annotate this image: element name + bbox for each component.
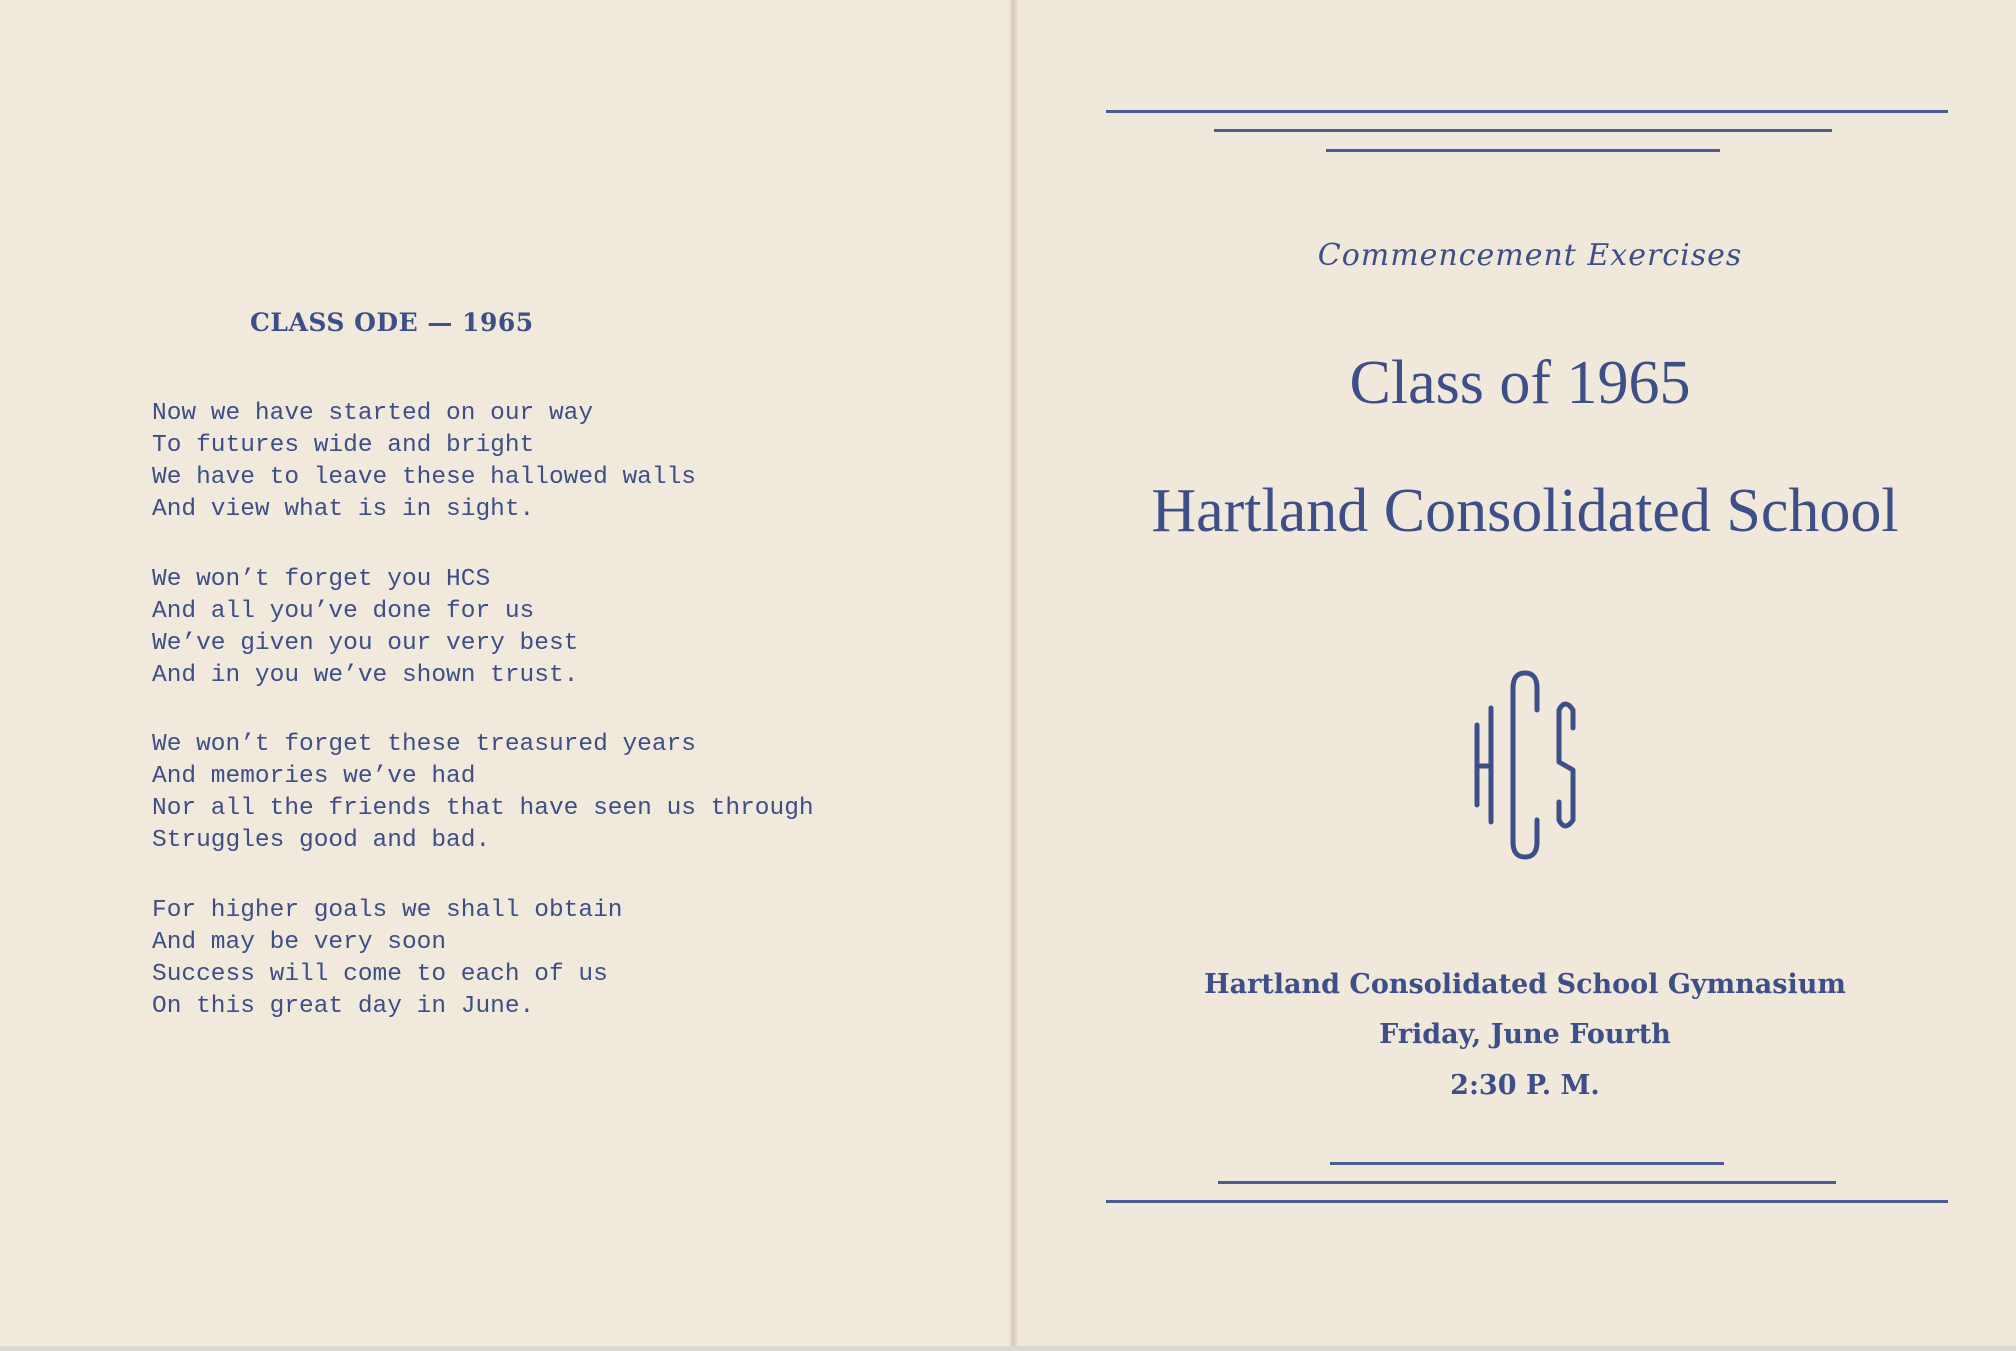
top-rule-short — [1326, 149, 1720, 152]
ode-line: And memories we’ve had — [152, 763, 476, 790]
ode-stanza-3 — [152, 729, 912, 857]
ode-line: On this great day in June. — [152, 993, 535, 1020]
class-of-title: Class of 1965 — [1349, 349, 1691, 417]
bottom-rule-medium — [1218, 1181, 1836, 1184]
event-time: 2:30 P. M. — [1450, 1070, 1600, 1101]
ode-line: Now we have started on our way — [152, 400, 594, 427]
ode-line: Nor all the friends that have seen us through — [152, 795, 814, 822]
ode-stanza-1 — [152, 398, 912, 526]
page-fold — [1010, 0, 1018, 1346]
ode-line: Success will come to each of us — [152, 961, 608, 988]
bottom-rule-short — [1330, 1162, 1724, 1165]
ode-stanza-4 — [152, 895, 912, 1023]
ode-line: We’ve given you our very best — [152, 630, 579, 657]
ode-line: For higher goals we shall obtain — [152, 897, 623, 924]
class-ode-title: CLASS ODE — 1965 — [250, 308, 534, 337]
ode-line: And view what is in sight. — [152, 496, 535, 523]
ode-line: To futures wide and bright — [152, 432, 535, 459]
ode-line: Struggles good and bad. — [152, 827, 491, 854]
event-location: Hartland Consolidated School Gymnasium — [1204, 969, 1846, 1000]
top-rule-medium — [1214, 129, 1832, 132]
scan-edge — [0, 1346, 2016, 1351]
hcs-monogram-logo — [1465, 670, 1585, 860]
school-name: Hartland Consolidated School — [1151, 477, 1899, 545]
bottom-rule-long — [1106, 1200, 1948, 1203]
commencement-heading: Commencement Exercises — [1317, 238, 1743, 273]
ode-line: We won’t forget these treasured years — [152, 731, 696, 758]
ode-line: We have to leave these hallowed walls — [152, 464, 696, 491]
ode-line: And all you’ve done for us — [152, 598, 535, 625]
ode-line: We won’t forget you HCS — [152, 566, 491, 593]
top-rule-long — [1106, 110, 1948, 113]
ode-line: And in you we’ve shown trust. — [152, 662, 579, 689]
event-date: Friday, June Fourth — [1379, 1019, 1671, 1050]
ode-stanza-2 — [152, 564, 912, 692]
ode-line: And may be very soon — [152, 929, 447, 956]
